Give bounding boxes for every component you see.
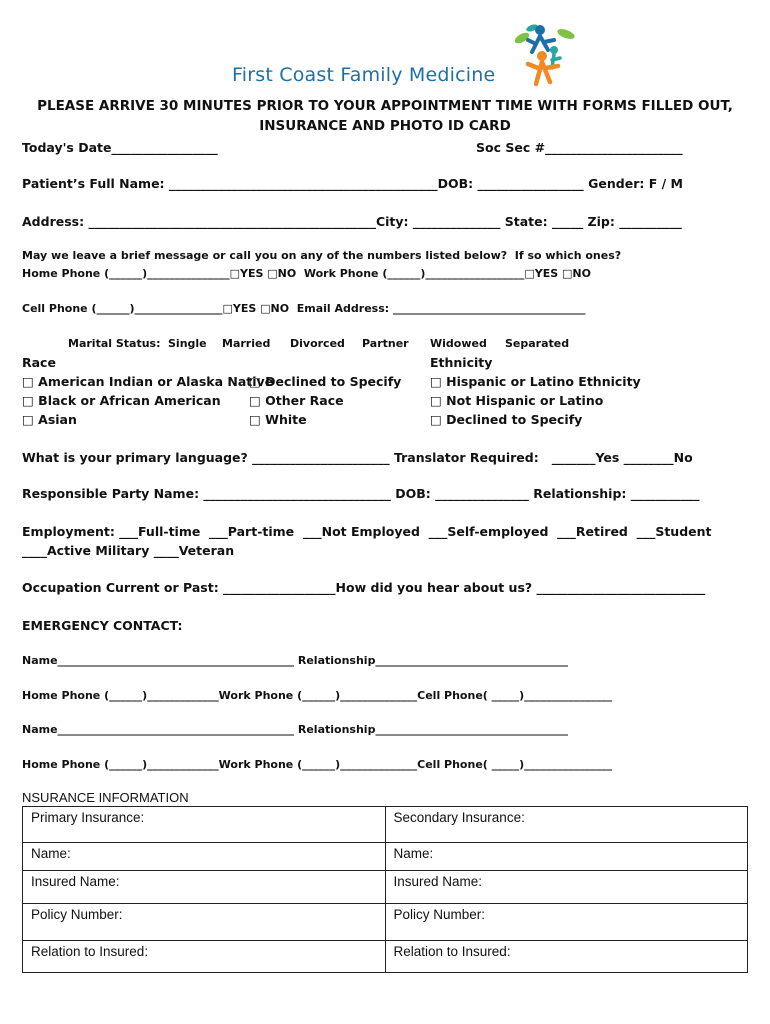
marital-status-label: Marital Status: <box>68 337 161 350</box>
marital-option[interactable]: Married <box>222 337 271 350</box>
message-question: May we leave a brief message or call you on any of the numbers listed below? If so which ones? <box>22 249 622 262</box>
ethnicity-label: Ethnicity <box>430 355 493 370</box>
logo-text: First Coast Family Medicine <box>232 64 496 86</box>
insurance-title: NSURANCE INFORMATION <box>22 790 189 805</box>
primary-insurance-cell[interactable]: Primary Insurance: <box>23 807 386 843</box>
race-option[interactable]: □ Other Race <box>249 393 344 408</box>
ethnicity-option[interactable]: □ Declined to Specify <box>430 412 583 427</box>
primary-name-cell[interactable]: Name: <box>23 843 386 871</box>
secondary-policy-number-cell[interactable]: Policy Number: <box>385 904 748 941</box>
employment-field[interactable]: Employment: ___Full-time ___Part-time ___Not Employed ___Self-employed ___Retired ___Student <box>22 524 712 539</box>
marital-option[interactable]: Separated <box>505 337 570 350</box>
emergency-name-field[interactable]: Name___________________________________________ Relationship___________________________________ <box>22 654 568 667</box>
occupation-field[interactable]: Occupation Current or Past: __________________How did you hear about us? ___________________________ <box>22 580 706 595</box>
secondary-relation-cell[interactable]: Relation to Insured: <box>385 941 748 973</box>
soc-sec-field[interactable]: Soc Sec #______________________ <box>476 140 683 155</box>
primary-language-field[interactable]: What is your primary language? ______________________ Translator Required: _______Yes ________No <box>22 450 693 465</box>
race-option[interactable]: □ Asian <box>22 412 77 427</box>
primary-insured-name-cell[interactable]: Insured Name: <box>23 871 386 904</box>
home-work-phone-field[interactable]: Home Phone (______)_______________□YES □NO Work Phone (______)__________________□YES □NO <box>22 267 591 280</box>
insurance-table <box>22 806 748 973</box>
table-row <box>23 807 748 843</box>
race-option[interactable]: □ American Indian or Alaska Native <box>22 374 274 389</box>
address-field[interactable]: Address: ______________________________________________City: ______________ State: _____ Zip: __________ <box>22 214 682 229</box>
marital-option[interactable]: Widowed <box>430 337 487 350</box>
table-row <box>23 843 748 871</box>
secondary-insurance-cell[interactable]: Secondary Insurance: <box>385 807 748 843</box>
arrival-notice-line1: PLEASE ARRIVE 30 MINUTES PRIOR TO YOUR APPOINTMENT TIME WITH FORMS FILLED OUT, <box>37 98 733 114</box>
emergency-name-field[interactable]: Name___________________________________________ Relationship___________________________________ <box>22 723 568 736</box>
emergency-phones-field[interactable]: Home Phone (______)_____________Work Phone (______)______________Cell Phone( _____)________________ <box>22 689 613 702</box>
marital-option[interactable]: Partner <box>362 337 409 350</box>
responsible-party-field[interactable]: Responsible Party Name: ______________________________ DOB: _______________ Relationship: ___________ <box>22 486 700 501</box>
employment-field-military[interactable]: ____Active Military ____Veteran <box>22 543 235 558</box>
marital-option[interactable]: Single <box>168 337 207 350</box>
table-row <box>23 904 748 941</box>
todays-date-field[interactable]: Today's Date_________________ <box>22 140 218 155</box>
secondary-insured-name-cell[interactable]: Insured Name: <box>385 871 748 904</box>
full-name-field[interactable]: Patient’s Full Name: ___________________________________________DOB: _________________ Gender: F / M <box>22 176 683 191</box>
race-label: Race <box>22 355 56 370</box>
table-row <box>23 941 748 973</box>
family-logo-icon <box>508 18 580 88</box>
emergency-contact-title: EMERGENCY CONTACT: <box>22 618 183 633</box>
arrival-notice-line2: INSURANCE AND PHOTO ID CARD <box>259 118 511 134</box>
ethnicity-option[interactable]: □ Hispanic or Latino Ethnicity <box>430 374 641 389</box>
table-row <box>23 871 748 904</box>
race-option[interactable]: □ Declined to Specify <box>249 374 402 389</box>
cell-email-field[interactable]: Cell Phone (______)________________□YES □NO Email Address: ___________________________________ <box>22 302 586 315</box>
emergency-phones-field[interactable]: Home Phone (______)_____________Work Phone (______)______________Cell Phone( _____)________________ <box>22 758 613 771</box>
race-option[interactable]: □ White <box>249 412 307 427</box>
race-option[interactable]: □ Black or African American <box>22 393 221 408</box>
primary-policy-number-cell[interactable]: Policy Number: <box>23 904 386 941</box>
primary-relation-cell[interactable]: Relation to Insured: <box>23 941 386 973</box>
ethnicity-option[interactable]: □ Not Hispanic or Latino <box>430 393 604 408</box>
secondary-name-cell[interactable]: Name: <box>385 843 748 871</box>
marital-option[interactable]: Divorced <box>290 337 345 350</box>
